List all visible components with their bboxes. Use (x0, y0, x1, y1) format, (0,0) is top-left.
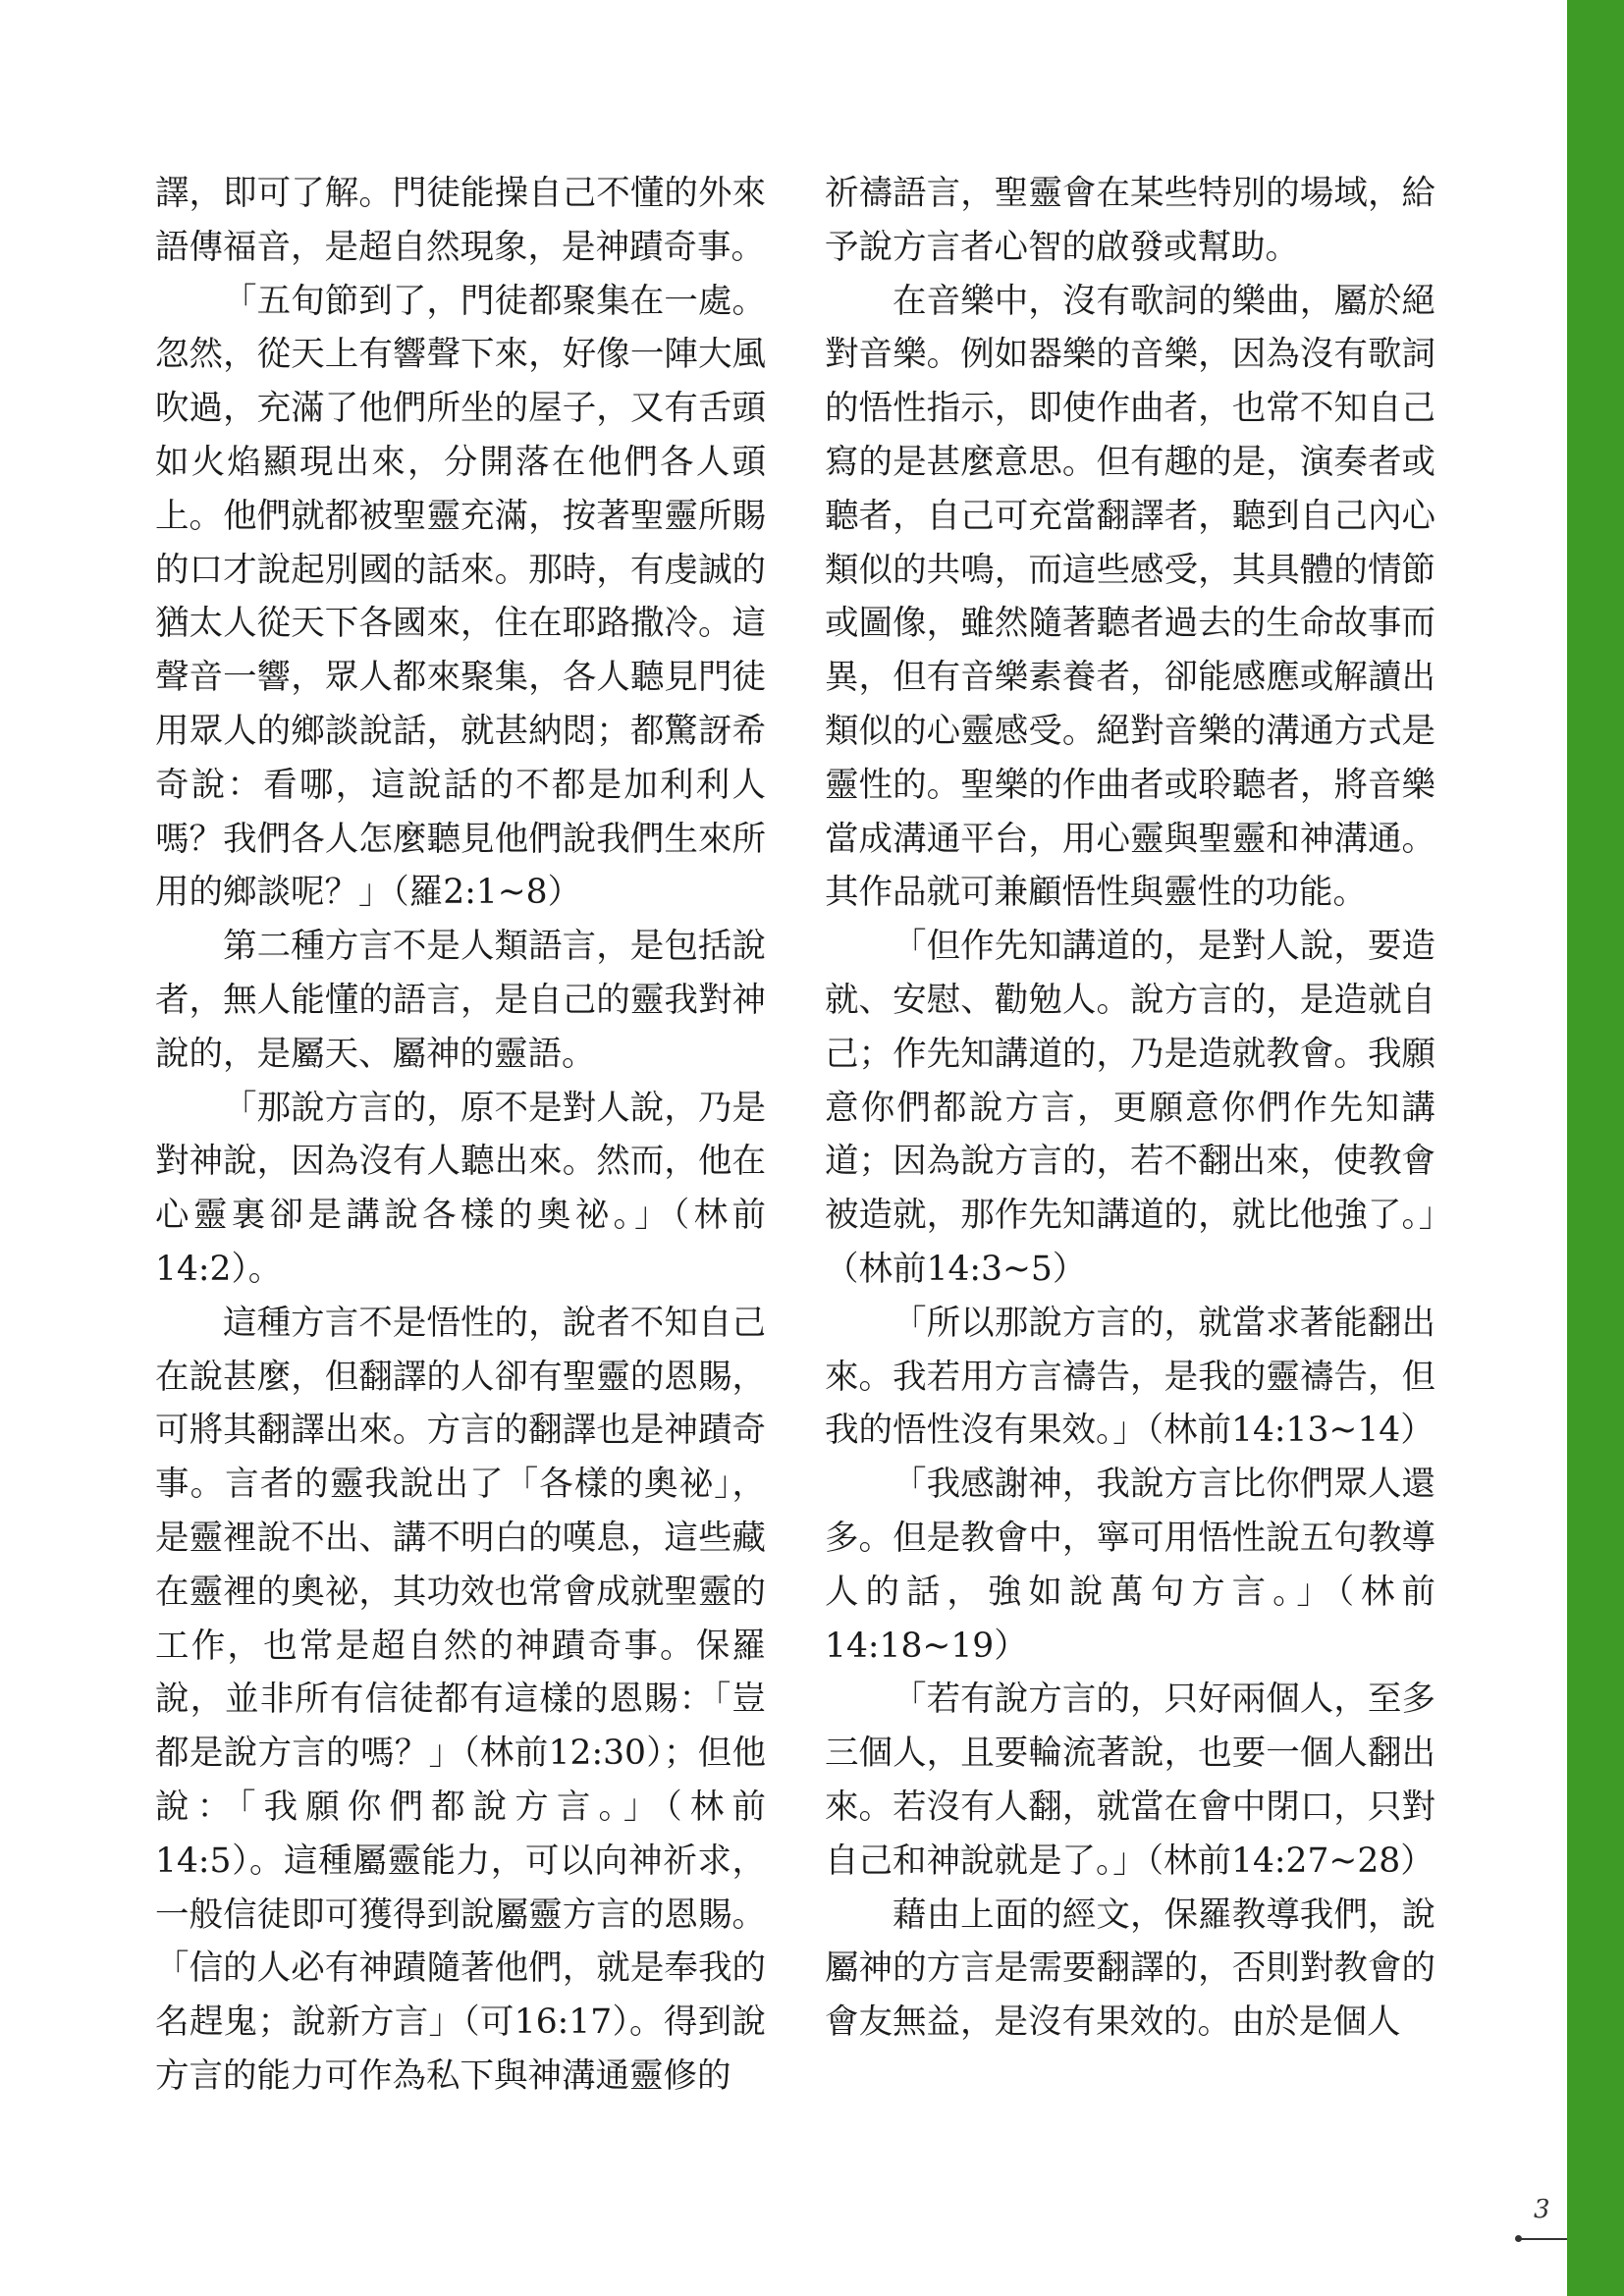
green-sidebar (1567, 0, 1624, 2296)
paragraph: 「但作先知講道的，是對人說，要造就、安慰、勸勉人。說方言的，是造就自己；作先知講道的，乃是造就教會。我願意你們都說方言，更願意你們作先知講道；因為說方言的，若不翻出來，使教會被造就，那作先知講道的，就比他強了。」（林前14:3~5） (825, 927, 1435, 1289)
paragraph: 「若有說方言的，只好兩個人，至多三個人，且要輪流著說，也要一個人翻出來。若沒有人翻，就當在會中閉口，只對自己和神說就是了。」（林前14:27~28） (825, 1680, 1435, 1881)
right-column (825, 167, 1435, 2050)
paragraph: 在音樂中，沒有歌詞的樂曲，屬於絕對音樂。例如器樂的音樂，因為沒有歌詞的悟性指示，即使作曲者，也常不知自己寫的是甚麼意思。但有趣的是，演奏者或聽者，自己可充當翻譯者，聽到自己內心類似的共鳴，而這些感受，其具體的情節或圖像，雖然隨著聽者過去的生命故事而異，但有音樂素養者，卻能感應或解讀出類似的心靈感受。絕對音樂的溝通方式是靈性的。聖樂的作曲者或聆聽者，將音樂當成溝通平台，用心靈與聖靈和神溝通。其作品就可兼顧悟性與靈性的功能。 (825, 281, 1435, 913)
left-column (155, 167, 766, 2104)
paragraph: 「那說方言的，原不是對人說，乃是對神說，因為沒有人聽出來。然而，他在心靈裏卻是講說各樣的奧祕。」（林前14:2）。 (155, 1088, 766, 1289)
paragraph: 祈禱語言，聖靈會在某些特別的場域，給予說方言者心智的啟發或幫助。 (825, 174, 1435, 267)
paragraph: 「我感謝神，我說方言比你們眾人還多。但是教會中，寧可用悟性說五句教導人的話，強如說萬句方言。」（林前14:18~19） (825, 1465, 1435, 1666)
paragraph: 譯，即可了解。門徒能操自己不懂的外來語傳福音，是超自然現象，是神蹟奇事。 (155, 174, 766, 267)
page-rule (1520, 2238, 1567, 2240)
paragraph: 「所以那說方言的，就當求著能翻出來。我若用方言禱告，是我的靈禱告，但我的悟性沒有果效。」（林前14:13~14） (825, 1303, 1435, 1451)
paragraph: 這種方言不是悟性的，說者不知自己在說甚麼，但翻譯的人卻有聖靈的恩賜，可將其翻譯出來。方言的翻譯也是神蹟奇事。言者的靈我說出了「各樣的奧祕」，是靈裡說不出、講不明白的嘆息，這些藏在靈裡的奧祕，其功效也常會成就聖靈的工作，也常是超自然的神蹟奇事。保羅說，並非所有信徒都有這樣的恩賜：「豈都是說方言的嗎？」（林前12:30）；但他說：「我願你們都說方言。」（林前14:5）。這種屬靈能力，可以向神祈求，一般信徒即可獲得到說屬靈方言的恩賜。「信的人必有神蹟隨著他們，就是奉我的名趕鬼；說新方言」（可16:17）。得到說方言的能力可作為私下與神溝通靈修的 (155, 1303, 766, 2096)
paragraph: 第二種方言不是人類語言，是包括說者，無人能懂的語言，是自己的靈我對神說的，是屬天、屬神的靈語。 (155, 927, 766, 1074)
paragraph: 藉由上面的經文，保羅教導我們，說屬神的方言是需要翻譯的，否則對教會的會友無益，是沒有果效的。由於是個人 (825, 1895, 1435, 2043)
paragraph: 「五旬節到了，門徒都聚集在一處。忽然，從天上有響聲下來，好像一陣大風吹過，充滿了他們所坐的屋子，又有舌頭如火焰顯現出來，分開落在他們各人頭上。他們就都被聖靈充滿，按著聖靈所賜的口才說起別國的話來。那時，有虔誠的猶太人從天下各國來，住在耶路撒冷。這聲音一響，眾人都來聚集，各人聽見門徒用眾人的鄉談說話，就甚納悶；都驚訝希奇說：看哪，這說話的不都是加利利人嗎？我們各人怎麼聽見他們說我們生來所用的鄉談呢？」（羅2:1~8） (155, 281, 766, 913)
page-number: 3 (1534, 2195, 1550, 2224)
